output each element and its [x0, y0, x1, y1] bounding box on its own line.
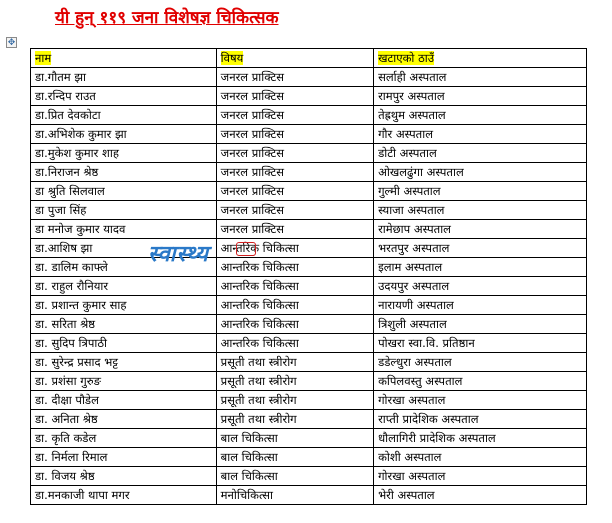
cell-name: डा.प्रित देवकोटा: [31, 106, 217, 125]
header-subject-label: विषय: [220, 51, 244, 65]
cell-name: डा मनोज कुमार यादव: [31, 220, 217, 239]
cell-subject: प्रसूती तथा स्त्रीरोग: [216, 391, 373, 410]
table-row: [31, 163, 587, 182]
cell-name: डा.निराजन श्रेष्ठ: [31, 163, 217, 182]
cell-location: नारायणी अस्पताल: [374, 296, 587, 315]
cell-subject: आन्तरिक चिकित्सा: [216, 315, 373, 334]
cell-subject: जनरल प्राक्टिस: [216, 125, 373, 144]
cell-subject: बाल चिकित्सा: [216, 467, 373, 486]
specialist-table: [30, 48, 587, 505]
cell-subject: प्रसूती तथा स्त्रीरोग: [216, 372, 373, 391]
cell-location: भेरी अस्पताल: [374, 486, 587, 505]
table-row: [31, 486, 587, 505]
cell-name: डा. अनिता श्रेष्ठ: [31, 410, 217, 429]
table-row: [31, 467, 587, 486]
cell-name: डा. प्रशंसा गुरुङ: [31, 372, 217, 391]
table-row: [31, 220, 587, 239]
cell-location: गोरखा अस्पताल: [374, 467, 587, 486]
cell-location: पोखरा स्वा.वि. प्रतिष्ठान: [374, 334, 587, 353]
cell-location: धौलागिरी प्रादेशिक अस्पताल: [374, 429, 587, 448]
cell-location: उदयपुर अस्पताल: [374, 277, 587, 296]
cell-location: इलाम अस्पताल: [374, 258, 587, 277]
cell-subject: मनोचिकित्सा: [216, 486, 373, 505]
cell-name: डा. डालिम काफ्ले: [31, 258, 217, 277]
cell-location: कोशी अस्पताल: [374, 448, 587, 467]
cell-location: रामपुर अस्पताल: [374, 87, 587, 106]
cell-name: डा.अभिशेक कुमार झा: [31, 125, 217, 144]
table-row: [31, 258, 587, 277]
table-row: [31, 201, 587, 220]
move-arrows-icon[interactable]: ✥: [7, 38, 16, 48]
cell-subject: बाल चिकित्सा: [216, 429, 373, 448]
cell-name: डा.आशिष झा: [31, 239, 217, 258]
cell-subject: आन्तरिक चिकित्सा: [216, 334, 373, 353]
table-row: [31, 296, 587, 315]
table-row: [31, 87, 587, 106]
cell-name: डा. कृति कडेल: [31, 429, 217, 448]
table-row: [31, 334, 587, 353]
cell-name: डा. प्रशान्त कुमार साह: [31, 296, 217, 315]
cell-name: डा पुजा सिंह: [31, 201, 217, 220]
cell-subject: बाल चिकित्सा: [216, 448, 373, 467]
cell-name: डा. सुरेन्द्र प्रसाद भट्ट: [31, 353, 217, 372]
cell-location: डोटी अस्पताल: [374, 144, 587, 163]
table-row: [31, 239, 587, 258]
table-row: [31, 277, 587, 296]
cell-name: डा.गौतम झा: [31, 68, 217, 87]
cell-location: रामेछाप अस्पताल: [374, 220, 587, 239]
cell-name: डा.रन्दिप राउत: [31, 87, 217, 106]
header-name: [31, 49, 217, 68]
cell-location: गौर अस्पताल: [374, 125, 587, 144]
table-row: [31, 429, 587, 448]
table-row: [31, 391, 587, 410]
cell-subject: जनरल प्राक्टिस: [216, 144, 373, 163]
cell-location: भरतपुर अस्पताल: [374, 239, 587, 258]
table-row: [31, 68, 587, 87]
watermark-text: स्वास्थ्य: [148, 242, 209, 267]
table-row: [31, 353, 587, 372]
cell-location: डडेल्धुरा अस्पताल: [374, 353, 587, 372]
cell-subject: आन्तरिक चिकित्सा: [216, 239, 373, 258]
cell-subject: आन्तरिक चिकित्सा: [216, 277, 373, 296]
cell-subject: जनरल प्राक्टिस: [216, 87, 373, 106]
cell-subject: आन्तरिक चिकित्सा: [216, 258, 373, 277]
cell-subject: जनरल प्राक्टिस: [216, 220, 373, 239]
header-location: [374, 49, 587, 68]
cell-subject: जनरल प्राक्टिस: [216, 163, 373, 182]
cell-name: डा. निर्मला रिमाल: [31, 448, 217, 467]
cell-location: कपिलवस्तु अस्पताल: [374, 372, 587, 391]
cell-location: ओखलढुंगा अस्पताल: [374, 163, 587, 182]
table-row: [31, 125, 587, 144]
cell-subject: जनरल प्राक्टिस: [216, 182, 373, 201]
header-subject: [216, 49, 373, 68]
table-row: [31, 410, 587, 429]
table-row: [31, 448, 587, 467]
table-row: [31, 182, 587, 201]
table-row: [31, 372, 587, 391]
page-title: यी हुन् ११९ जना विशेषज्ञ चिकित्सक: [55, 8, 279, 28]
header-name-label: नाम: [35, 51, 52, 65]
cell-subject: आन्तरिक चिकित्सा: [216, 296, 373, 315]
cell-location: सर्लाही अस्पताल: [374, 68, 587, 87]
cell-name: डा. दीक्षा पौडेल: [31, 391, 217, 410]
cell-name: डा.मनकाजी थापा मगर: [31, 486, 217, 505]
table-row: [31, 144, 587, 163]
table-row: [31, 315, 587, 334]
cell-location: तेह्रथुम अस्पताल: [374, 106, 587, 125]
cell-subject: जनरल प्राक्टिस: [216, 68, 373, 87]
cell-name: डा. विजय श्रेष्ठ: [31, 467, 217, 486]
cell-name: डा. सरिता श्रेष्ठ: [31, 315, 217, 334]
cell-name: डा. राहुल रौनियार: [31, 277, 217, 296]
cell-location: गोरखा अस्पताल: [374, 391, 587, 410]
cell-subject: प्रसूती तथा स्त्रीरोग: [216, 353, 373, 372]
header-location-label: खटाएको ठाउँ: [378, 51, 435, 65]
cell-location: राप्ती प्रादेशिक अस्पताल: [374, 410, 587, 429]
cell-name: डा श्रुति सिलवाल: [31, 182, 217, 201]
cell-location: त्रिशुली अस्पताल: [374, 315, 587, 334]
cell-location: गुल्मी अस्पताल: [374, 182, 587, 201]
cell-name: डा.मुकेश कुमार शाह: [31, 144, 217, 163]
cell-subject: जनरल प्राक्टिस: [216, 201, 373, 220]
cell-location: स्याजा अस्पताल: [374, 201, 587, 220]
cell-subject: प्रसूती तथा स्त्रीरोग: [216, 410, 373, 429]
cell-name: डा. सुदिप त्रिपाठी: [31, 334, 217, 353]
table-header-row: [31, 49, 587, 68]
table-row: [31, 106, 587, 125]
cell-subject: जनरल प्राक्टिस: [216, 106, 373, 125]
